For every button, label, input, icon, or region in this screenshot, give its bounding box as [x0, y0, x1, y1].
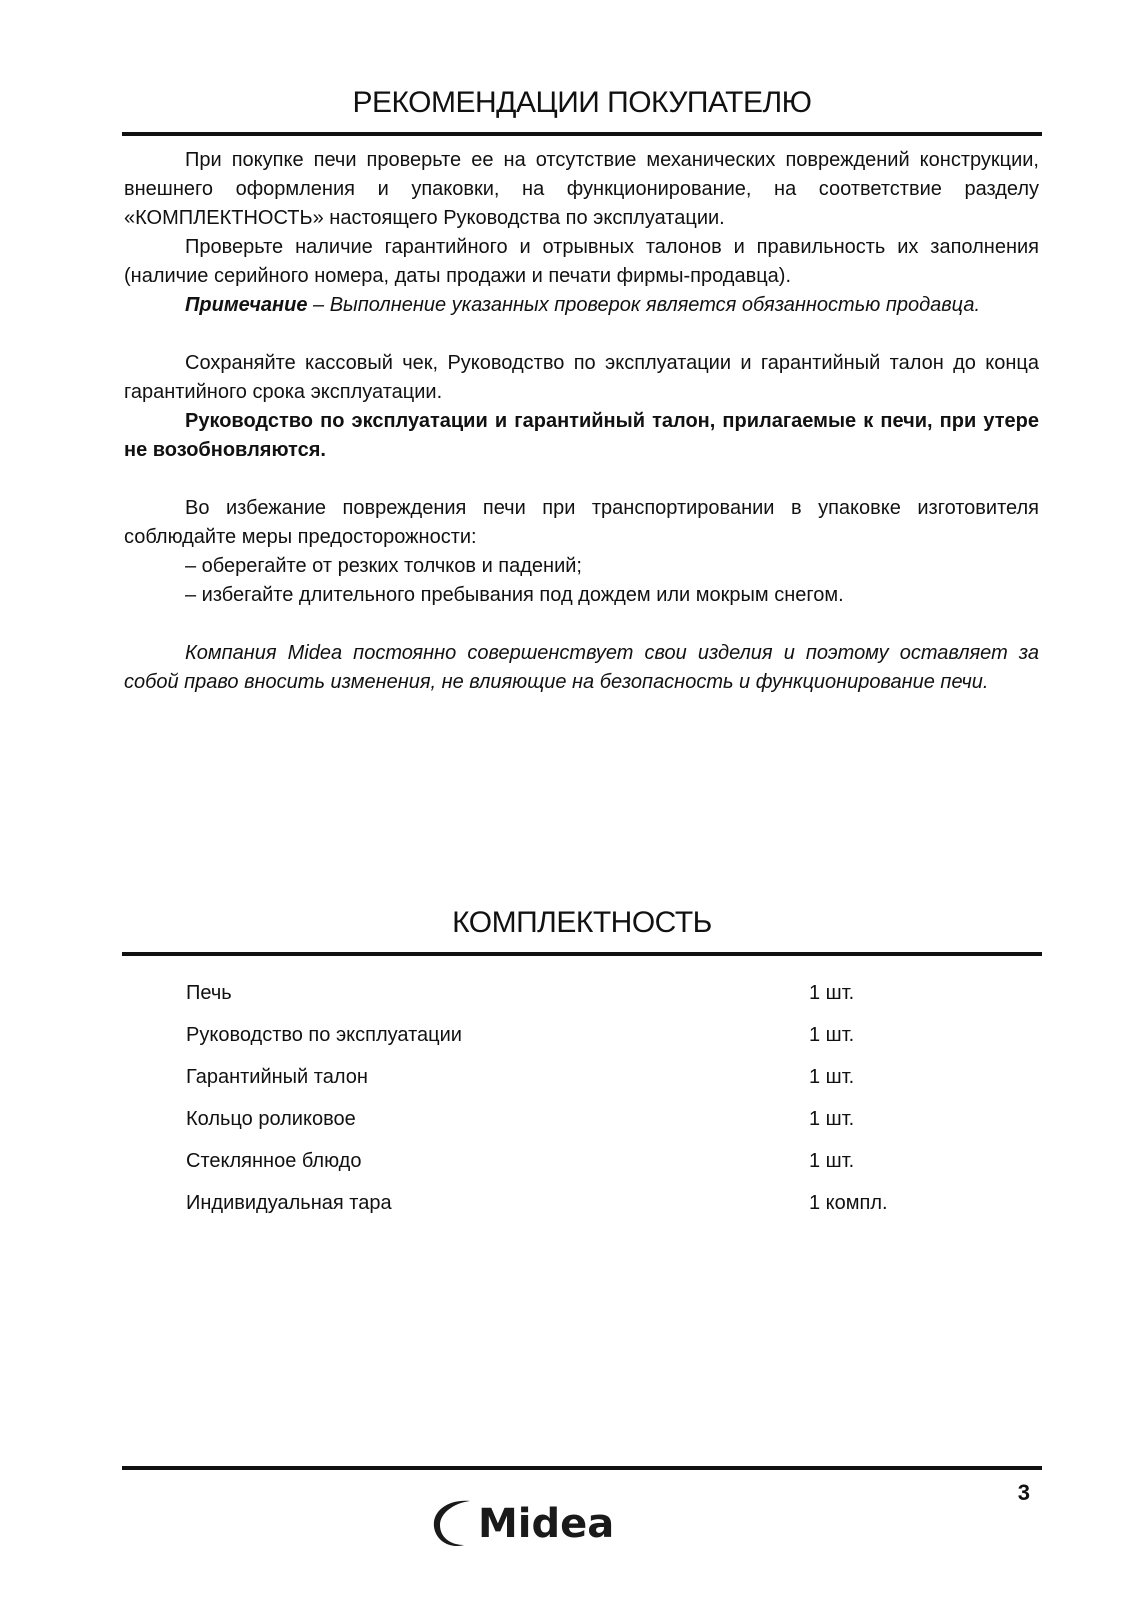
- kit-item-name: Индивидуальная тара: [186, 1191, 392, 1214]
- kit-item-qty: 1 компл.: [809, 1191, 888, 1214]
- list-item: [186, 1098, 946, 1140]
- kit-item-name: Стеклянное блюдо: [186, 1149, 362, 1172]
- midea-logo: [430, 1495, 615, 1551]
- kit-item-name: Руководство по эксплуатации: [186, 1023, 462, 1046]
- kit-item-name: Гарантийный талон: [186, 1065, 368, 1088]
- paragraph-inspection: При покупке печи проверьте ее на отсутствие механических повреждений конструкции, внешнего оформления и упаковки, на функционирование, на соответствие разделу «КОМПЛЕКТНОСТЬ» настоящего Руководства по эксплуатации.: [124, 149, 1039, 229]
- kit-item-qty: 1 шт.: [809, 1107, 855, 1130]
- paragraph-note: [124, 291, 1039, 320]
- note-label: Примечание: [185, 294, 308, 316]
- note-text: – Выполнение указанных проверок является обязанностью продавца.: [307, 294, 981, 316]
- kit-list: [186, 972, 946, 1224]
- kit-item-qty: 1 шт.: [809, 1065, 855, 1088]
- title-rule: [122, 132, 1042, 136]
- kit-item-name: Кольцо роликовое: [186, 1107, 356, 1130]
- page-number: 3: [1017, 1480, 1030, 1505]
- bullet-shocks: – оберегайте от резких толчков и падений;: [185, 555, 582, 577]
- paragraph-receipt: Сохраняйте кассовый чек, Руководство по эксплуатации и гарантийный талон до конца гарантийного срока эксплуатации.: [124, 352, 1039, 403]
- bullet-rain: – избегайте длительного пребывания под дождем или мокрым снегом.: [185, 584, 844, 606]
- paragraph-coupons: Проверьте наличие гарантийного и отрывных талонов и правильность их заполнения (наличие серийного номера, даты продажи и печати фирмы-продавца).: [124, 236, 1039, 287]
- list-item: [186, 1182, 946, 1224]
- list-item: [186, 1014, 946, 1056]
- paragraph-transport: Во избежание повреждения печи при транспортировании в упаковке изготовителя соблюдайте меры предосторожности:: [124, 497, 1039, 548]
- recommendations-body: [124, 146, 1039, 697]
- kit-item-qty: 1 шт.: [809, 1023, 855, 1046]
- kit-item-qty: 1 шт.: [809, 981, 855, 1004]
- kit-rule: [122, 952, 1042, 956]
- paragraph-warning: Руководство по эксплуатации и гарантийный талон, прилагаемые к печи, при утере не возобновляются.: [124, 410, 1039, 461]
- paragraph-company-note: Компания Midea постоянно совершенствует свои изделия и поэтому оставляет за собой право вносить изменения, не влияющие на безопасность и функционирование печи.: [124, 642, 1039, 693]
- kit-item-qty: 1 шт.: [809, 1149, 855, 1172]
- recommendations-title: РЕКОМЕНДАЦИИ ПОКУПАТЕЛЮ: [352, 86, 812, 119]
- list-item: [186, 1056, 946, 1098]
- list-item: [186, 1140, 946, 1182]
- kit-item-name: Печь: [186, 981, 232, 1004]
- footer-rule: [122, 1466, 1042, 1470]
- kit-title: КОМПЛЕКТНОСТЬ: [452, 906, 712, 939]
- logo-wordmark: Midea: [478, 1501, 615, 1547]
- list-item: [186, 972, 946, 1014]
